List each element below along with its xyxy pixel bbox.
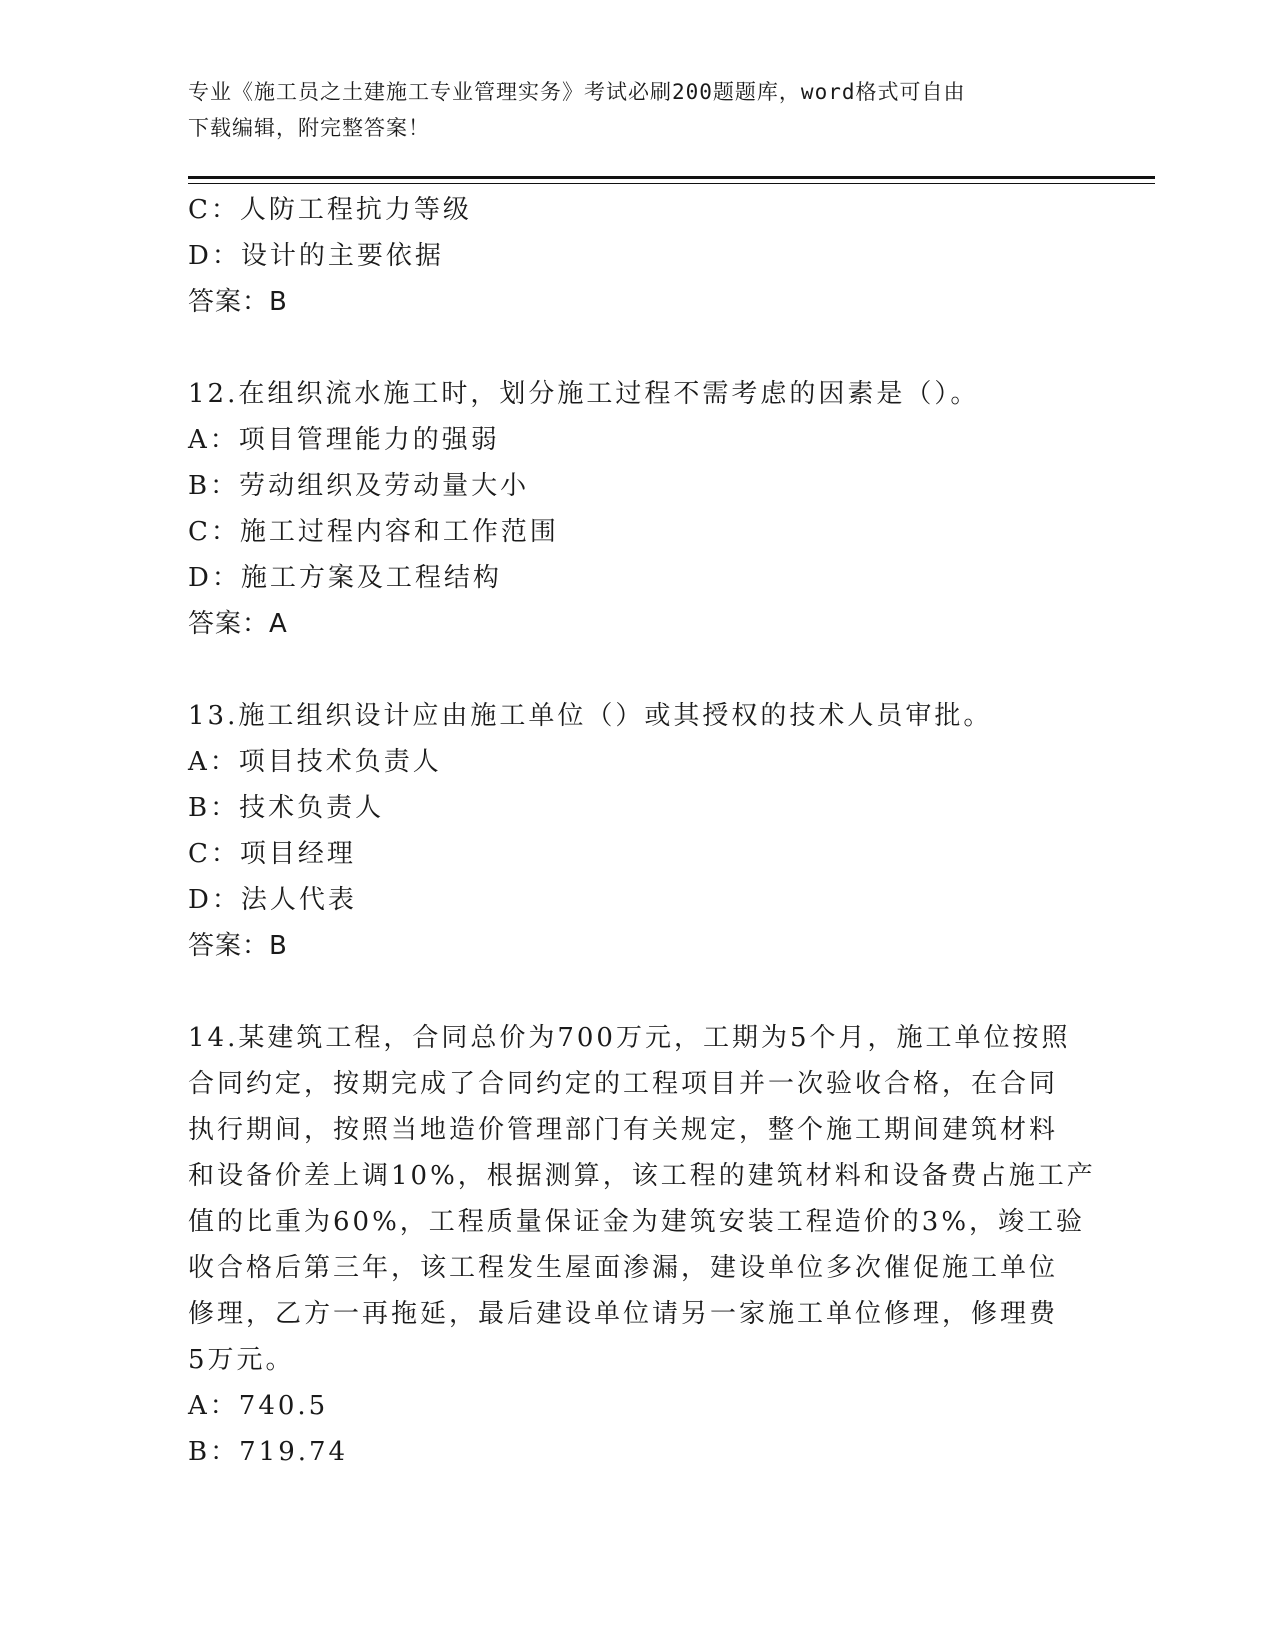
question-14-stem-line: 值的比重为60%，工程质量保证金为建筑安装工程造价的3%，竣工验 (188, 1207, 1086, 1237)
spacer (188, 969, 1088, 1015)
question-14-stem-line: 收合格后第三年，该工程发生屋面渗漏，建设单位多次催促施工单位 (188, 1253, 1059, 1283)
question-14-stem-line: 14.某建筑工程，合同总价为700万元，工期为5个月，施工单位按照 (188, 1023, 1071, 1053)
question-12-option-a: A：项目管理能力的强弱 (188, 425, 500, 455)
header-divider-thin (188, 183, 1155, 184)
question-13-option-d: D：法人代表 (188, 885, 357, 915)
question-13-option-b: B：技术负责人 (188, 793, 385, 823)
question-14-option-b: B：719.74 (188, 1437, 349, 1467)
question-11 (188, 187, 1088, 325)
header-line-2: 下载编辑，附完整答案！ (188, 116, 430, 140)
question-12-answer: 答案：A (188, 609, 288, 639)
question-list (188, 187, 1096, 1475)
question-13-answer: 答案：B (188, 931, 288, 961)
document-header (188, 74, 1068, 146)
question-11-option-c: C：人防工程抗力等级 (188, 195, 472, 225)
question-12-option-d: D：施工方案及工程结构 (188, 563, 502, 593)
question-14-stem-line: 执行期间，按照当地造价管理部门有关规定，整个施工期间建筑材料 (188, 1115, 1059, 1145)
question-12 (188, 371, 1088, 647)
question-11-answer: 答案：B (188, 287, 288, 317)
question-13 (188, 693, 1088, 969)
question-14-stem-line: 合同约定，按期完成了合同约定的工程项目并一次验收合格，在合同 (188, 1069, 1059, 1099)
question-14-stem-line: 和设备价差上调10%，根据测算，该工程的建筑材料和设备费占施工产 (188, 1161, 1096, 1191)
spacer (188, 325, 1088, 371)
question-14-stem (188, 1015, 1096, 1383)
question-12-option-c: C：施工过程内容和工作范围 (188, 517, 559, 547)
header-line-1: 专业《施工员之土建施工专业管理实务》考试必刷200题题库，word格式可自由 (188, 80, 966, 104)
question-12-option-b: B：劳动组织及劳动量大小 (188, 471, 530, 501)
question-13-option-a: A：项目技术负责人 (188, 747, 442, 777)
question-14-stem-line: 修理，乙方一再拖延，最后建设单位请另一家施工单位修理，修理费 (188, 1299, 1059, 1329)
spacer (188, 647, 1088, 693)
question-14 (188, 1015, 1096, 1475)
question-11-option-d: D：设计的主要依据 (188, 241, 444, 271)
question-14-option-a: A：740.5 (188, 1391, 329, 1421)
question-13-option-c: C：项目经理 (188, 839, 356, 869)
header-divider-thick (188, 176, 1155, 179)
question-13-stem: 13.施工组织设计应由施工单位（）或其授权的技术人员审批。 (188, 701, 993, 731)
question-14-stem-line: 5万元。 (188, 1345, 295, 1375)
question-12-stem: 12.在组织流水施工时，划分施工过程不需考虑的因素是（）。 (188, 379, 980, 409)
